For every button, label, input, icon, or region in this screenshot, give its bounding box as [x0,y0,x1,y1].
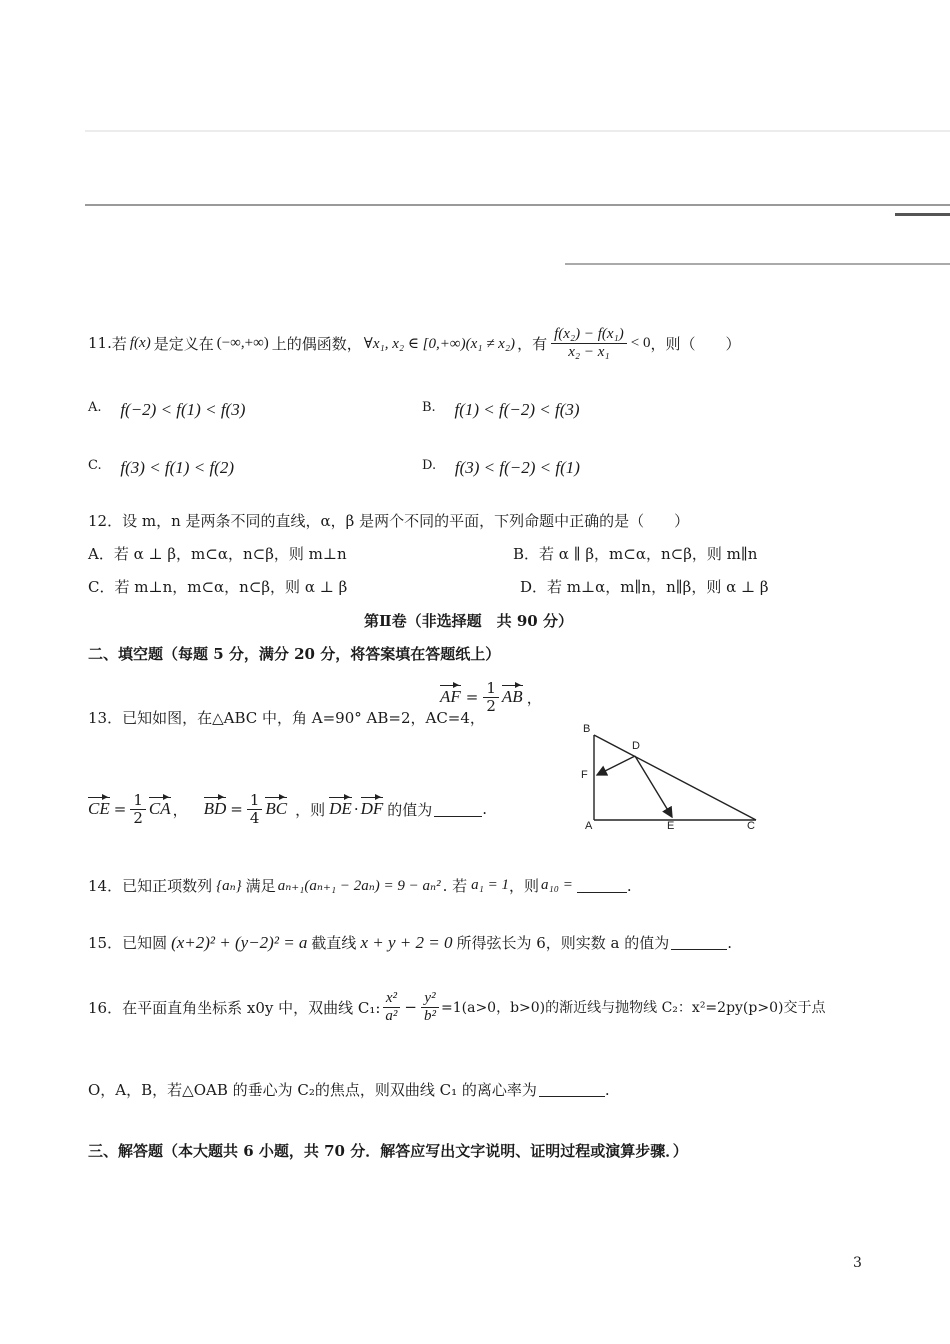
section2-title: 二、填空题（每题 5 分，满分 20 分，将答案填在答题纸上） [88,645,501,663]
vector-df [597,756,635,775]
q16-minus: − [404,998,417,1016]
q11-option-c-label: C. [88,458,102,473]
q14-end: . [626,876,632,895]
q13-answer-blank[interactable] [434,802,482,817]
q13-stem: 13．已知如图，在△ABC 中，角 A=90° AB=2，AC=4， [88,709,485,727]
q13-triangle-figure [575,718,765,833]
q14-stem [88,875,632,896]
q16-end: . [604,1080,610,1099]
q14-answer-blank[interactable] [577,878,627,893]
q13-half-num-1: 1 [483,680,499,698]
q11-text-def: 是定义在 [153,334,214,353]
q11-domain: (−∞,+∞) [216,334,269,351]
q12-option-c: C．若 m⊥n，m⊂α，n⊂β，则 α ⊥ β [88,578,348,596]
q11-option-a-label: A. [88,400,102,415]
header-rule-middle [85,204,950,206]
q15-circle-equation: (x+2)² + (y−2)² = a [171,932,308,952]
q11-fraction [551,326,627,360]
q13-vec-bd: BD [203,799,227,818]
q16-b2: b² [424,1007,436,1024]
q16-a2: a² [385,1007,398,1024]
header-rule-dark [895,213,950,216]
q14-a1: a₁ = 1 [471,877,510,893]
q15-line-equation: x + y + 2 = 0 [360,932,453,952]
label-f: F [581,769,588,781]
q16-pre: 16．在平面直角坐标系 x0y 中，双曲线 C₁: [88,998,381,1017]
q13-quarter-num: 1 [247,792,263,810]
label-b: B [583,723,591,735]
q13-half-den-2: 2 [133,808,143,827]
q13-vec-de: DE [329,799,352,818]
q13-half-den-1: 2 [486,696,496,715]
q11-option-d [422,458,580,478]
q16-line2: O，A，B，若△OAB 的垂心为 C₂的焦点，则双曲线 C₁ 的离心率为 [88,1081,537,1099]
label-c: C [747,820,755,832]
q11-option-b-label: B. [422,400,436,415]
segment-bc [594,735,756,820]
page-number: 3 [853,1255,862,1271]
label-a: A [585,820,593,832]
q11-text-ze: ，则（ ） [650,334,741,353]
q16-x2: x² [383,990,400,1008]
q15-end: . [727,933,733,952]
q15-post: 所得弦长为 6，则实数 a 的值为 [456,934,670,952]
q13-half-fraction-2 [130,792,146,826]
q11-lt-zero: < 0 [630,334,651,351]
q13-vec-bc: BC [265,799,288,818]
q13-end: . [482,800,488,818]
q11-option-b-text: f(1) < f(−2) < f(3) [454,400,580,419]
q13-half-num-2: 1 [130,792,146,810]
q13-half-fraction-1 [483,680,499,714]
q14-sequence: {aₙ} [216,878,242,894]
q11-option-c-text: f(3) < f(1) < f(2) [120,458,234,477]
q12-option-a: A．若 α ⊥ β，m⊂α，n⊂β，则 m⊥n [88,545,347,563]
q12-option-b: B．若 α ∥ β，m⊂α，n⊂β，则 m∥n [513,545,758,563]
q15-mid: 截直线 [311,934,357,952]
q11-option-b [422,400,580,420]
q13-dot: · [353,800,359,818]
q16-stem-line1 [88,990,825,1024]
q13-eq-3: = [230,800,243,818]
q12-stem: 12．设 m，n 是两条不同的直线，α，β 是两个不同的平面，下列命题中正确的是（ ） [88,512,690,530]
q16-y2: y² [421,990,438,1008]
q16-x-fraction [382,990,400,1024]
q11-option-d-text: f(3) < f(−2) < f(1) [454,458,580,477]
q14-pre: 14．已知正项数列 [88,877,213,895]
q13-vec-af: AF [440,687,461,706]
q11-option-a [88,400,245,420]
vector-de [635,756,672,817]
q16-answer-blank[interactable] [539,1082,605,1097]
label-d: D [632,740,640,752]
q13-eq-1: = [465,688,479,706]
q15-pre: 15．已知圆 [88,934,168,952]
q11-option-d-label: D. [422,458,437,473]
q11-frac-numerator: f(x₂) − f(x₁) [551,326,627,344]
q13-condition-line [88,792,487,826]
q11-option-c [88,458,234,478]
q13-vec-ab: AB [501,687,523,706]
q11-text-you: ，有 [517,334,548,353]
q13-comma-1: ， [526,688,542,707]
q16-stem-line2 [88,1079,610,1100]
header-rule-top [85,130,950,132]
q12-option-d: D．若 m⊥α，m∥n，n∥β，则 α ⊥ β [520,578,769,596]
q14-recurrence: aₙ₊₁(aₙ₊₁ − 2aₙ) = 9 − aₙ² [277,878,441,894]
label-e: E [667,820,675,832]
q13-quarter-fraction [247,792,263,826]
q15-answer-blank[interactable] [671,935,727,950]
q16-y-fraction [421,990,439,1024]
q11-text-even: 上的偶函数， [271,334,362,353]
part2-title: 第Ⅱ卷（非选择题 共 90 分） [364,612,573,630]
q13-comma-2: ， [172,800,188,819]
q13-vec-ce: CE [88,799,110,818]
q11-number: 11. [88,334,112,352]
section3-title: 三、解答题（本大题共 6 小题，共 70 分．解答应写出文字说明、证明过程或演算步骤．） [88,1142,688,1160]
q14-a10: a₁₀ = [541,877,573,893]
q11-stem [88,318,741,368]
q15-stem [88,932,732,953]
q14-mid: 满足 [245,877,276,895]
q13-text-ze: ，则 [295,800,326,819]
q13-eq-2: = [113,800,127,818]
q13-vec-ca: CA [148,799,171,818]
q14-ruo: . 若 [442,877,468,895]
q14-ze: ，则 [509,877,540,895]
header-rule-bottom [565,263,950,265]
q11-condition: ∀x₁, x₂ ∈ [0,+∞)(x₁ ≠ x₂) [363,335,516,352]
q13-quarter-den: 4 [249,808,260,827]
q13-vec-df: DF [360,799,384,818]
q11-option-a-text: f(−2) < f(1) < f(3) [120,400,246,419]
q13-text-val: 的值为 [387,800,433,819]
q16-post: =1(a>0，b>0)的渐近线与抛物线 C₂：x²=2py(p>0)交于点 [441,1000,826,1016]
q11-text-ruo: 若 [111,334,127,353]
q11-fx: f(x) [129,334,151,351]
q11-frac-denominator: x₂ − x₁ [568,343,610,360]
